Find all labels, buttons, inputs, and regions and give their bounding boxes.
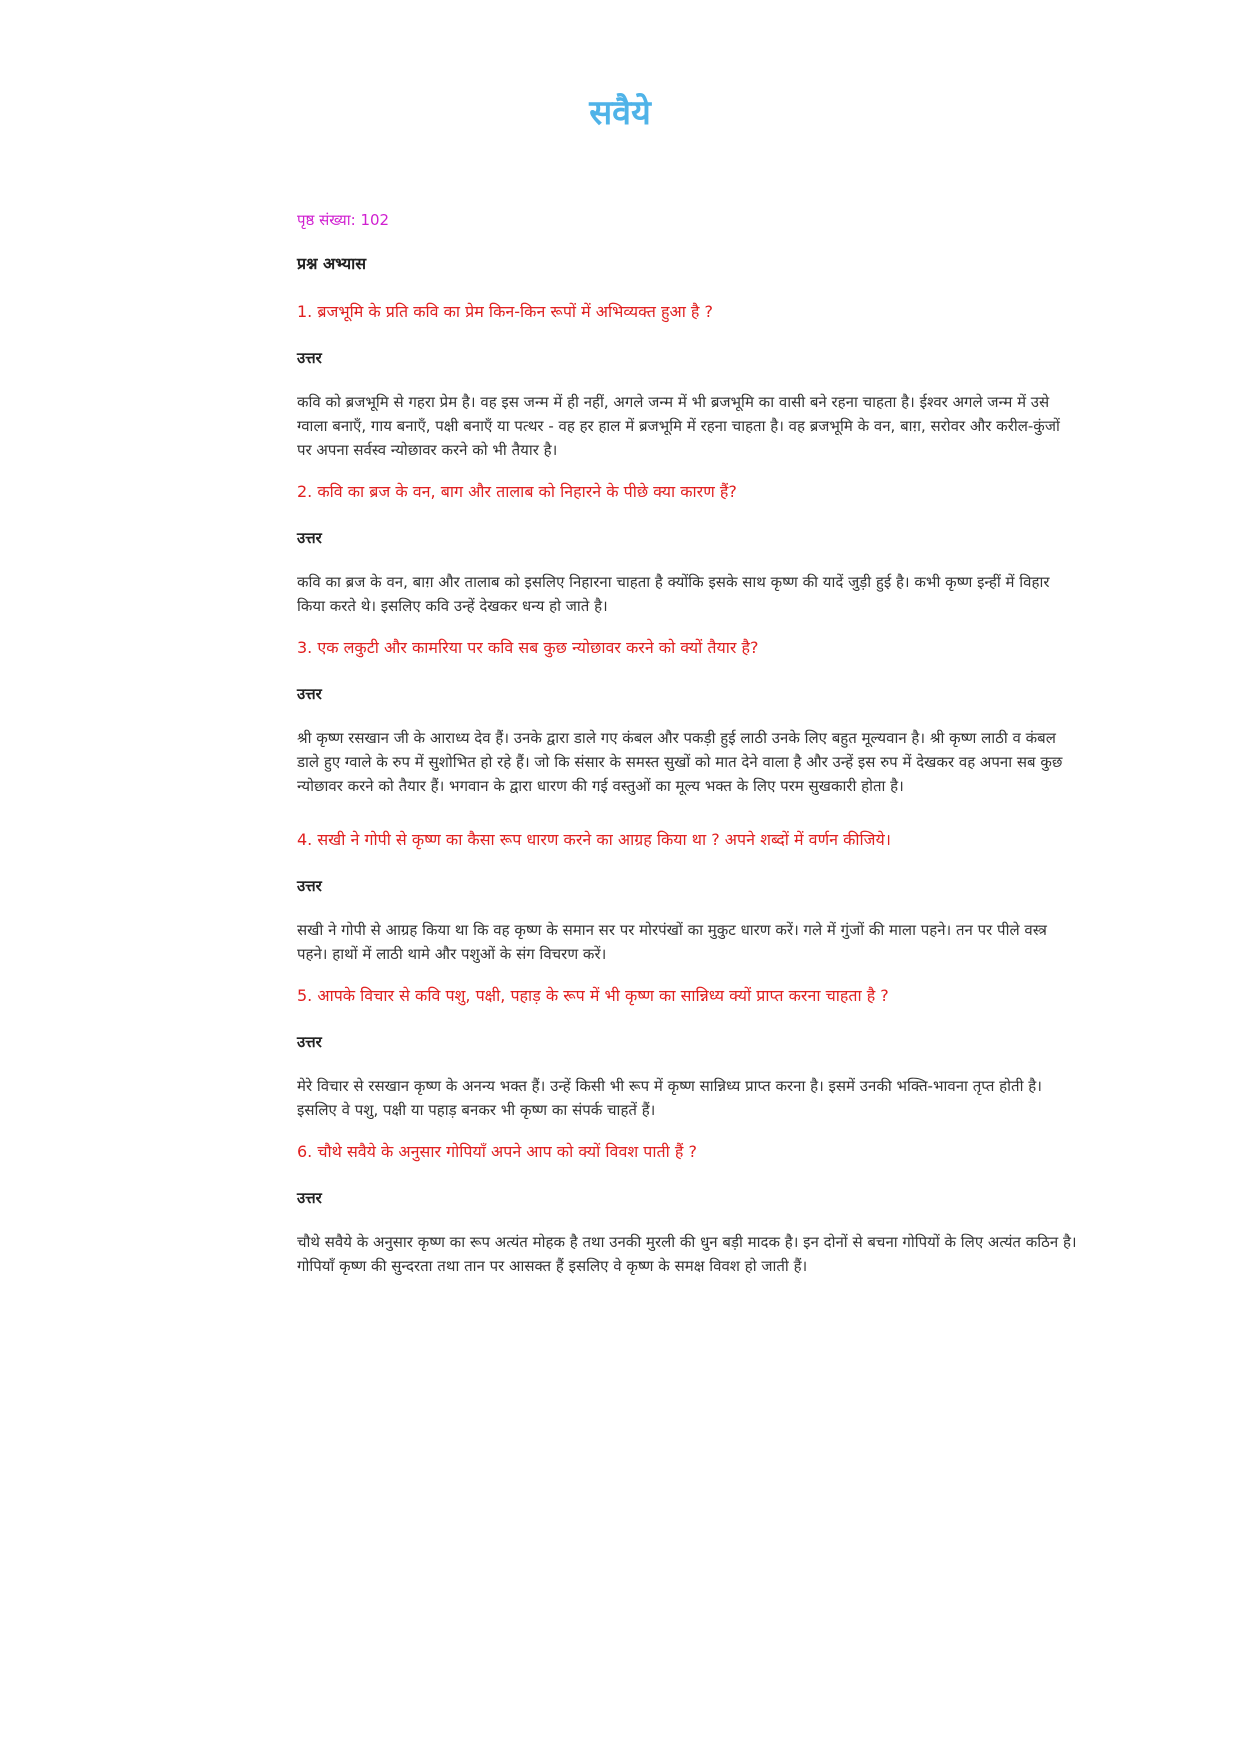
answer-5: मेरे विचार से रसखान कृष्ण के अनन्य भक्त हैं। उन्हें किसी भी रूप में कृष्ण सान्निध्य प्राप्त करना है। इसमें उनकी भक्ति-भावना तृप्त होती है। इसलिए वे पशु, पक्षी या पहाड़ बनकर भी कृष्ण का संपर्क चाहतें हैं। <box>297 1077 1042 1119</box>
answer-3: श्री कृष्ण रसखान जी के आराध्य देव हैं। उनके द्वारा डाले गए कंबल और पकड़ी हुई लाठी उनके लिए बहुत मूल्यवान है। श्री कृष्ण लाठी व कंबल डाले हुए ग्वाले के रुप में सुशोभित हो रहे हैं। जो कि संसार के समस्त सुखों को मात देने वाला है और उन्हें इस रुप में देखकर वह अपना सब कुछ न्योछावर करने को तैयार हैं। भगवान के द्वारा धारण की गई वस्तुओं का मूल्य भक्त के लिए परम सुखकारी होता है। <box>297 729 1063 795</box>
section-heading: प्रश्न अभ्यास <box>297 254 367 273</box>
question-4: 4. सखी ने गोपी से कृष्ण का कैसा रूप धारण करने का आग्रह किया था ? अपने शब्दों में वर्णन कीजिये। <box>297 830 891 849</box>
answer-label-4: उत्तर <box>297 877 322 895</box>
question-1: 1. ब्रजभूमि के प्रति कवि का प्रेम किन-किन रूपों में अभिव्यक्त हुआ है ? <box>297 302 713 321</box>
qa-item-2 <box>297 480 1077 618</box>
answer-6: चौथे सवैये के अनुसार कृष्ण का रूप अत्यंत मोहक है तथा उनकी मुरली की धुन बड़ी मादक है। इन दोनों से बचना गोपियों के लिए अत्यंत कठिन है। गोपियाँ कृष्ण की सुन्दरता तथा तान पर आसक्त हैं इसलिए वे कृष्ण के समक्ष विवश हो जाती हैं। <box>297 1233 1077 1275</box>
qa-item-5 <box>297 984 1077 1122</box>
qa-item-1 <box>297 300 1077 462</box>
question-2: 2. कवि का ब्रज के वन, बाग और तालाब को निहारने के पीछे क्या कारण हैं? <box>297 482 737 501</box>
page-number-label: पृष्ठ संख्या: 102 <box>297 211 390 229</box>
qa-item-6 <box>297 1140 1077 1278</box>
answer-label-1: उत्तर <box>297 349 322 367</box>
qa-item-4 <box>297 828 1077 966</box>
answer-label-6: उत्तर <box>297 1189 322 1207</box>
question-6: 6. चौथे सवैये के अनुसार गोपियाँ अपने आप को क्यों विवश पाती हैं ? <box>297 1142 697 1161</box>
page-title: सवैये <box>589 93 651 133</box>
question-5: 5. आपके विचार से कवि पशु, पक्षी, पहाड़ के रूप में भी कृष्ण का सान्निध्य क्यों प्राप्त करना चाहता है ? <box>297 986 889 1005</box>
answer-4: सखी ने गोपी से आग्रह किया था कि वह कृष्ण के समान सर पर मोरपंखों का मुकुट धारण करें। गले में गुंजों की माला पहने। तन पर पीले वस्त्र पहने। हाथों में लाठी थामे और पशुओं के संग विचरण करें। <box>297 921 1047 963</box>
answer-1: कवि को ब्रजभूमि से गहरा प्रेम है। वह इस जन्म में ही नहीं, अगले जन्म में भी ब्रजभूमि का वासी बने रहना चाहता है। ईश्वर अगले जन्म में उसे ग्वाला बनाएँ, गाय बनाएँ, पक्षी बनाएँ या पत्थर - वह हर हाल में ब्रजभूमि में रहना चाहता है। वह ब्रजभूमि के वन, बाग़, सरोवर और करील-कुंजों पर अपना सर्वस्व न्योछावर करने को भी तैयार है। <box>297 393 1060 459</box>
answer-label-2: उत्तर <box>297 529 322 547</box>
qa-item-3 <box>297 636 1077 798</box>
answer-2: कवि का ब्रज के वन, बाग़ और तालाब को इसलिए निहारना चाहता है क्योंकि इसके साथ कृष्ण की यादें जुड़ी हुई है। कभी कृष्ण इन्हीं में विहार किया करते थे। इसलिए कवि उन्हें देखकर धन्य हो जाते है। <box>297 573 1050 615</box>
question-3: 3. एक लकुटी और कामरिया पर कवि सब कुछ न्योछावर करने को क्यों तैयार है? <box>297 638 759 657</box>
answer-label-3: उत्तर <box>297 685 322 703</box>
answer-label-5: उत्तर <box>297 1033 322 1051</box>
document-content <box>297 210 1077 1296</box>
